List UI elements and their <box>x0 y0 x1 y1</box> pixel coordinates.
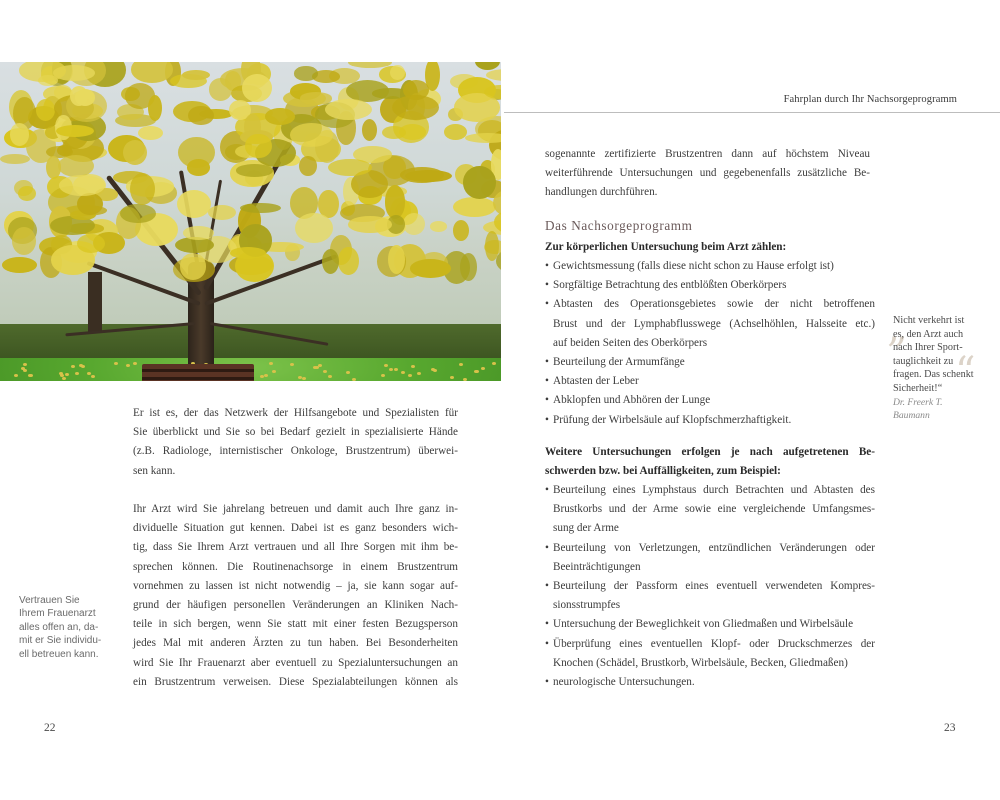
leaf-cluster <box>463 166 496 198</box>
open-quote-mark: „ <box>887 305 908 351</box>
text-line: wird Sie Ihr Frauenarzt aber eventuell zu Spezialuntersuchungen an <box>133 656 458 669</box>
leaf-cluster <box>58 155 95 177</box>
leaf-cluster <box>338 247 358 275</box>
leaf-cluster <box>138 126 163 140</box>
text-line: sionsstrumpfes <box>553 599 621 612</box>
text-line: teile in sich bergen, wenn Sie statt mit einer festen Bezugsperson <box>133 618 458 631</box>
bullet-icon: • <box>545 279 549 292</box>
leaf-cluster <box>453 220 469 241</box>
fallen-leaf <box>463 378 467 381</box>
fallen-leaf <box>290 363 294 366</box>
list-item <box>545 295 875 353</box>
leaf-cluster <box>240 203 281 213</box>
page-number-left: 22 <box>44 722 56 734</box>
leaf-cluster <box>180 253 207 280</box>
leaf-cluster <box>188 106 214 125</box>
leaf-cluster <box>77 234 106 253</box>
further-examination-list <box>545 481 875 692</box>
leaf-cluster <box>187 159 210 176</box>
bullet-icon: • <box>545 637 549 650</box>
leaf-cluster <box>299 156 317 177</box>
text-line: weiterführende Untersuchungen und gegebenenfalls zusätzliche Be- <box>545 167 870 180</box>
margin-note-left <box>19 594 109 661</box>
fallen-leaf <box>394 368 398 371</box>
leaf-cluster <box>362 119 377 141</box>
leaf-cluster <box>56 125 94 137</box>
fallen-leaf <box>23 363 27 366</box>
leaf-cluster <box>392 95 439 120</box>
list-item <box>545 276 875 295</box>
list-item <box>545 257 875 276</box>
quote-author <box>893 396 988 422</box>
leaf-cluster <box>265 108 296 125</box>
text-line: Vertrauen Sie <box>19 595 80 606</box>
text-line: (z.B. Radiologe, internistischer Onkologe, Brustzentrum) überwei- <box>133 445 458 458</box>
bullet-icon: • <box>545 375 549 388</box>
leaf-cluster <box>18 186 36 201</box>
fallen-leaf <box>264 374 268 377</box>
fallen-leaf <box>431 368 435 371</box>
text-line: Beurteilung der Passform eines eventuell verwendeten Kompres- <box>553 580 875 593</box>
bench-backrest <box>142 364 254 381</box>
text-line: Knochen (Schädel, Brustkorb, Wirbelsäule, Becken, Gliedmaßen) <box>553 656 848 669</box>
text-line: Untersuchung der Beweglichkeit von Gliedmaßen und Wirbelsäule <box>553 618 854 631</box>
list-item <box>545 673 875 692</box>
text-line: Prüfung der Wirbelsäule auf Klopfschmerzhaftigkeit. <box>553 413 792 426</box>
text-line: es, den Arzt auch <box>893 328 964 340</box>
text-line: auf beiden Seiten des Oberkörpers <box>553 336 708 349</box>
text-line: sprechen können. Die Routinenachsorge in einem Brustzentrum <box>133 560 458 573</box>
list-item <box>545 353 875 372</box>
text-line: tig, dass Sie Ihrem Arzt vertrauen und all Ihre Sorgen mit ihm be- <box>133 541 458 554</box>
text-line: nach Ihrer Sport- <box>893 342 963 353</box>
text-line: jedes Mal mit anderen Ärzten zu tun haben. Bei Besonderheiten <box>133 637 458 650</box>
fallen-leaf <box>126 364 130 367</box>
text-line: grund der häufigen personellen Veränderungen an Kliniken Nach- <box>133 599 458 612</box>
right-intro-paragraph <box>545 145 870 203</box>
text-line: dividuelle Situation gut kennen. Dabei ist es ganz besonders wich- <box>133 522 458 535</box>
bullet-icon: • <box>545 394 549 407</box>
text-line: sogenannte zertifizierte Brustzentren dann auf höchstem Niveau <box>545 148 870 160</box>
text-line: Er ist es, der das Netzwerk der Hilfsangebote und Spezialisten für <box>133 407 458 419</box>
fallen-leaf <box>401 371 405 374</box>
fallen-leaf <box>75 372 79 375</box>
leaf-cluster <box>300 92 333 104</box>
bullet-icon: • <box>545 541 549 554</box>
section-title: Das Nachsorgeprogramm <box>545 218 693 233</box>
leaf-cluster <box>12 227 36 255</box>
leaf-cluster <box>236 164 273 176</box>
text-line: Abtasten der Leber <box>553 375 639 388</box>
bullet-icon: • <box>545 618 549 631</box>
text-line: Sicherheit!“ <box>893 382 943 394</box>
text-line: Weitere Untersuchungen erfolgen je nach aufgetretenen Be- <box>545 446 875 458</box>
subheading-1: Zur körperlichen Untersuchung beim Arzt zählen: <box>545 241 787 253</box>
list-item <box>545 635 875 673</box>
bullet-icon: • <box>545 356 549 369</box>
header-rule <box>504 112 1000 113</box>
close-quote-mark: “ <box>955 349 976 395</box>
list-item <box>545 577 875 615</box>
leaf-cluster <box>400 167 444 183</box>
fallen-leaf <box>87 372 91 375</box>
running-head: Fahrplan durch Ihr Nachsorgeprogramm <box>783 94 957 105</box>
text-line: Überprüfung eines eventuellen Klopf- oder Druckschmerzes der <box>553 637 875 650</box>
leaf-cluster <box>209 78 232 101</box>
leaf-cluster <box>460 253 477 281</box>
bullet-icon: • <box>545 580 549 593</box>
fallen-leaf <box>411 365 415 368</box>
text-line: neurologische Untersuchungen. <box>553 676 695 689</box>
fallen-leaf <box>459 363 463 366</box>
text-line: fragen. Das schenkt <box>893 369 974 380</box>
leaf-cluster <box>382 126 406 139</box>
text-line: Beurteilung eines Lymphstaus durch Betrachten und Abtasten des <box>553 484 875 496</box>
text-line: ein Brustzentrum verweisen. Diese Spezialabteilungen können als <box>133 675 458 688</box>
leaf-cluster <box>183 226 214 239</box>
list-item <box>545 391 875 410</box>
text-line: Beurteilung von Verletzungen, entzündlichen Veränderungen oder <box>553 541 875 554</box>
leaf-cluster <box>453 197 496 217</box>
leaf-cluster <box>2 257 37 273</box>
leaf-cluster <box>123 140 147 165</box>
pull-quote <box>887 305 988 422</box>
leaf-cluster <box>348 216 392 233</box>
leaf-cluster <box>208 205 236 220</box>
leaf-cluster <box>410 259 451 278</box>
text-line: mit er Sie individu- <box>19 635 102 647</box>
subheading-2 <box>545 443 875 481</box>
text-line: Sie überblickt und Sie so bei Bedarf gezielt in spezialisierte Hände <box>133 426 458 439</box>
text-line: Dr. Freerk T. <box>893 397 943 408</box>
leaf-cluster <box>295 213 333 243</box>
leaf-cluster <box>130 173 155 205</box>
fallen-leaf <box>313 366 317 369</box>
bullet-icon: • <box>545 676 549 689</box>
leaf-cluster <box>10 123 29 146</box>
leaf-cluster <box>444 124 466 140</box>
leaf-cluster <box>245 134 271 159</box>
leaf-cluster <box>385 185 405 218</box>
text-line: sung der Arme <box>553 522 619 535</box>
list-item <box>545 372 875 391</box>
bullet-icon: • <box>545 413 549 426</box>
list-item <box>545 411 875 430</box>
leaf-cluster <box>328 159 372 176</box>
text-line: Beurteilung der Armumfänge <box>553 356 685 369</box>
park-bench-tree-photo <box>0 62 501 381</box>
leaf-cluster <box>77 193 103 216</box>
list-item <box>545 481 875 539</box>
leaf-cluster <box>177 190 211 218</box>
leaf-cluster <box>57 145 71 156</box>
left-paragraph-1 <box>133 404 458 481</box>
text-line: Sorgfältige Betrachtung des entblößten Oberkörpers <box>553 279 787 292</box>
leaf-cluster <box>148 95 162 121</box>
text-line: Beeinträchtigungen <box>553 560 641 573</box>
leaf-cluster <box>430 221 447 231</box>
list-item <box>545 615 875 634</box>
leaf-cluster <box>120 204 156 224</box>
text-line: vornehmen zu lassen ist nicht notwendig – ja, sie kann sogar auf- <box>133 579 458 592</box>
text-line: tauglichkeit zu <box>893 355 954 367</box>
fallen-leaf <box>65 373 69 376</box>
text-line: sen kann. <box>133 464 176 477</box>
leaf-cluster <box>230 247 266 259</box>
fallen-leaf <box>328 375 332 378</box>
text-line: handlungen durchführen. <box>545 186 658 199</box>
leaf-cluster <box>390 65 405 80</box>
fallen-leaf <box>81 365 85 368</box>
fallen-leaf <box>352 378 356 381</box>
leaf-cluster <box>325 99 372 120</box>
text-line: Ihrem Frauenarzt <box>19 608 96 620</box>
bullet-icon: • <box>545 260 549 272</box>
fallen-leaf <box>450 376 454 379</box>
text-line: ell betreuen kann. <box>19 648 99 660</box>
leaf-cluster <box>294 66 317 80</box>
text-line: alles offen an, da- <box>19 621 99 633</box>
leaf-cluster <box>36 99 55 121</box>
left-paragraph-2 <box>133 500 458 692</box>
text-line: Brust und der Lymphabflusswege (Achselhöhlen, Halsseite etc.) <box>553 317 875 330</box>
bullet-icon: • <box>545 484 549 496</box>
page-number-right: 23 <box>944 722 956 734</box>
text-line: Nicht verkehrt ist <box>893 315 965 326</box>
leaf-cluster <box>465 133 501 143</box>
leaf-cluster <box>403 213 425 235</box>
leaf-cluster <box>70 86 88 106</box>
leaf-cluster <box>59 175 106 196</box>
leaf-cluster <box>0 154 30 164</box>
fallen-leaf <box>417 372 421 375</box>
leaf-cluster <box>322 249 339 274</box>
background-tree-trunk <box>88 272 102 332</box>
text-line: Gewichtsmessung (falls diese nicht schon zu Hause erfolgt ist) <box>553 260 834 272</box>
fallen-leaf <box>60 374 64 377</box>
quote-text <box>893 314 988 395</box>
fallen-leaf <box>91 375 95 378</box>
fallen-leaf <box>298 376 302 379</box>
text-line: Baumann <box>893 410 930 421</box>
list-item <box>545 539 875 577</box>
bullet-icon: • <box>545 298 549 311</box>
text-line: Abklopfen und Abhören der Lunge <box>553 394 711 407</box>
examination-list <box>545 257 875 430</box>
text-line: Abtasten des Operationsgebietes sowie der nicht betroffenen <box>553 298 875 311</box>
text-line: Ihr Arzt wird Sie jahrelang betreuen und damit auch Ihre ganz in- <box>133 503 458 515</box>
text-line: schwerden bzw. bei Auffälligkeiten, zum Beispiel: <box>545 465 781 478</box>
text-line: Brustkorbs und der Arme sowie eine vergleichende Umfangsmes- <box>553 503 875 516</box>
fallen-leaf <box>389 368 393 371</box>
fallen-leaf <box>381 374 385 377</box>
leaf-cluster <box>242 74 272 103</box>
fallen-leaf <box>62 377 66 380</box>
